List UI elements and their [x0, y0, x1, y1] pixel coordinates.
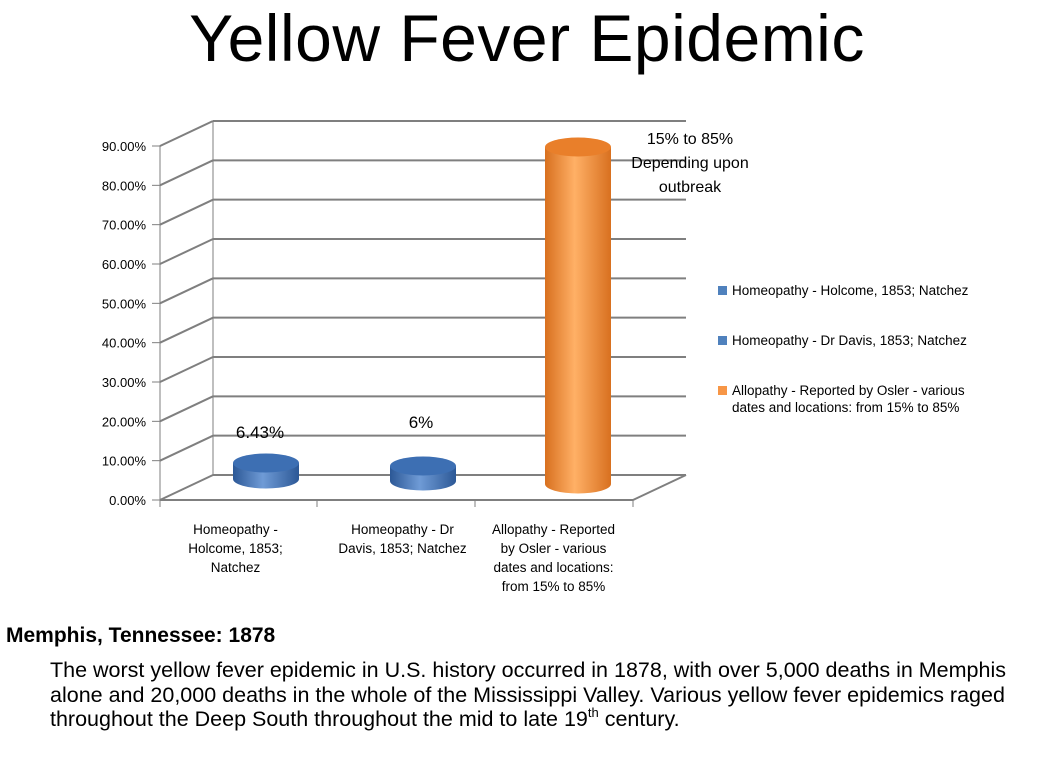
category-label-line: Homeopathy - Dr — [351, 522, 454, 537]
legend-label: Homeopathy - Holcome, 1853; Natchez — [732, 283, 969, 298]
cylinder-bar-body — [545, 147, 611, 494]
y-tick-label: 70.00% — [101, 217, 146, 233]
y-tick-label: 40.00% — [101, 335, 146, 351]
side-gridline — [160, 239, 213, 264]
category-label — [476, 520, 631, 596]
category-label-line: by Osler - various — [500, 541, 607, 556]
category-label-line: Holcome, 1853; — [188, 541, 283, 556]
y-tick-label: 80.00% — [101, 178, 146, 194]
cylinder-bar-top — [545, 138, 611, 157]
category-label — [158, 520, 313, 577]
data-label: 6.43% — [235, 423, 285, 442]
y-tick-label: 60.00% — [101, 257, 146, 272]
slide-title: Yellow Fever Epidemic — [189, 1, 865, 75]
legend-swatch — [718, 386, 727, 395]
side-gridline — [160, 318, 213, 343]
chart-annotation-line: outbreak — [658, 179, 722, 196]
body-text-tail: century. — [598, 707, 680, 731]
legend-item — [718, 282, 1018, 299]
side-gridline — [160, 121, 213, 146]
side-gridline — [160, 475, 213, 500]
body-text-main: The worst yellow fever epidemic in U.S. history occurred in 1878, with over 5,000 deaths in Memphis alone and 20,000 deaths in the whole of the Mississippi Valley. Various yellow fever epidemics raged throughout the Deep South throughout the mid to late 19 — [50, 658, 1006, 731]
category-label — [325, 520, 480, 558]
y-tick-label: 50.00% — [101, 296, 146, 312]
legend-item — [718, 332, 1018, 349]
side-gridline — [160, 278, 213, 303]
side-gridline — [160, 396, 213, 421]
cylinder-bar-top — [233, 454, 299, 473]
legend-label — [732, 382, 965, 416]
cylinder-bar-top — [390, 457, 456, 476]
y-tick-label: 10.00% — [101, 453, 146, 469]
side-gridline — [160, 357, 213, 382]
legend-label-line: Allopathy - Reported by Osler - various — [732, 383, 965, 398]
body-paragraph — [50, 658, 1050, 732]
section-heading: Memphis, Tennessee: 1878 — [6, 624, 276, 647]
data-label: 6% — [408, 413, 434, 432]
chart-annotation-line: Depending upon — [631, 155, 749, 172]
category-label-line: from 15% to 85% — [501, 579, 606, 594]
legend-label: Homeopathy - Dr Davis, 1853; Natchez — [732, 333, 967, 348]
legend-swatch — [718, 336, 727, 345]
category-label-line: Allopathy - Reported — [491, 522, 616, 537]
category-label-line: Natchez — [210, 560, 261, 575]
legend-label-line: dates and locations: from 15% to 85% — [732, 400, 960, 415]
y-tick-label: 90.00% — [101, 139, 146, 154]
legend-swatch — [718, 286, 727, 295]
category-label-line: dates and locations: — [493, 560, 614, 575]
category-label-line: Davis, 1853; Natchez — [338, 541, 467, 556]
floor-right-edge — [633, 475, 686, 500]
y-tick-label: 0.00% — [109, 493, 146, 508]
y-tick-label: 30.00% — [101, 375, 146, 390]
side-gridline — [160, 200, 213, 225]
chart-annotation-line: 15% to 85% — [646, 131, 734, 148]
side-gridline — [160, 436, 213, 461]
legend-item — [718, 382, 1018, 416]
body-text-superscript: th — [587, 705, 599, 720]
y-tick-label: 20.00% — [101, 414, 146, 430]
category-label-line: Homeopathy - — [193, 522, 278, 537]
side-gridline — [160, 160, 213, 185]
